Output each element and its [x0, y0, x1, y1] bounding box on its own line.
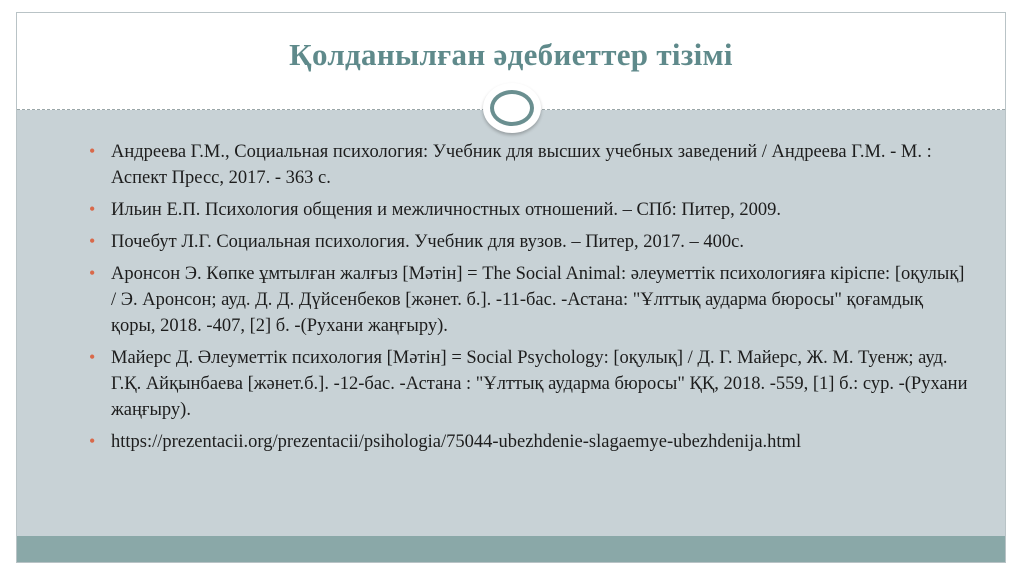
reference-item	[89, 345, 969, 423]
slide	[16, 12, 1006, 563]
bullet-icon: •	[89, 263, 96, 283]
bullet-icon: •	[89, 199, 96, 219]
reference-link[interactable]: https://prezentacii.org/prezentacii/psihologia/75044-ubezhdenie-slagaemye-ubezhdenija.html	[111, 432, 802, 452]
reference-text: Ильин Е.П. Психология общения и межличностных отношений. – СПб: Питер, 2009.	[111, 200, 782, 220]
slide-title: Қолданылған әдебиеттер тізімі	[289, 37, 733, 72]
bullet-icon: •	[89, 431, 96, 451]
footer-band	[17, 536, 1005, 562]
reference-text: Майерс Д. Әлеуметтік психология [Мәтін] = Social Psychology: [оқулық] / Д. Г. Майерс, Ж. М. Туенж; ауд. Г.Қ. Айқынбаева [жәнет.б.]. -12-бас. -Астана : "Ұлттық аударма бюросы" ҚҚ, 2018. -559, [1] б.: сур. -(Рухани жаңғыру).	[111, 348, 968, 420]
circle-ornament-icon	[483, 83, 541, 133]
reference-text: Аронсон Э. Көпке ұмтылған жалғыз [Мәтін] = The Social Animal: әлеуметтік психологияға кіріспе: [оқулық] / Э. Аронсон; ауд. Д. Д. Дүйсенбеков [жәнет. б.]. -11-бас. -Астана: "Ұлттық аударма бюросы" қоғамдық қоры, 2018. -407, [2] б. -(Рухани жаңғыру).	[111, 264, 965, 336]
reference-item	[89, 139, 969, 191]
bullet-icon: •	[89, 347, 96, 367]
reference-text: Почебут Л.Г. Социальная психология. Учебник для вузов. – Питер, 2017. – 400с.	[111, 232, 744, 252]
reference-item[interactable]	[89, 429, 969, 455]
bullet-icon: •	[89, 141, 96, 161]
bullet-icon: •	[89, 231, 96, 251]
reference-item	[89, 197, 969, 223]
reference-text: Андреева Г.М., Социальная психология: Учебник для высших учебных заведений / Андреева Г.М. - М. : Аспект Пресс, 2017. - 363 с.	[111, 142, 932, 188]
ring-icon	[490, 90, 534, 126]
reference-item	[89, 261, 969, 339]
reference-list	[89, 139, 969, 461]
reference-item	[89, 229, 969, 255]
